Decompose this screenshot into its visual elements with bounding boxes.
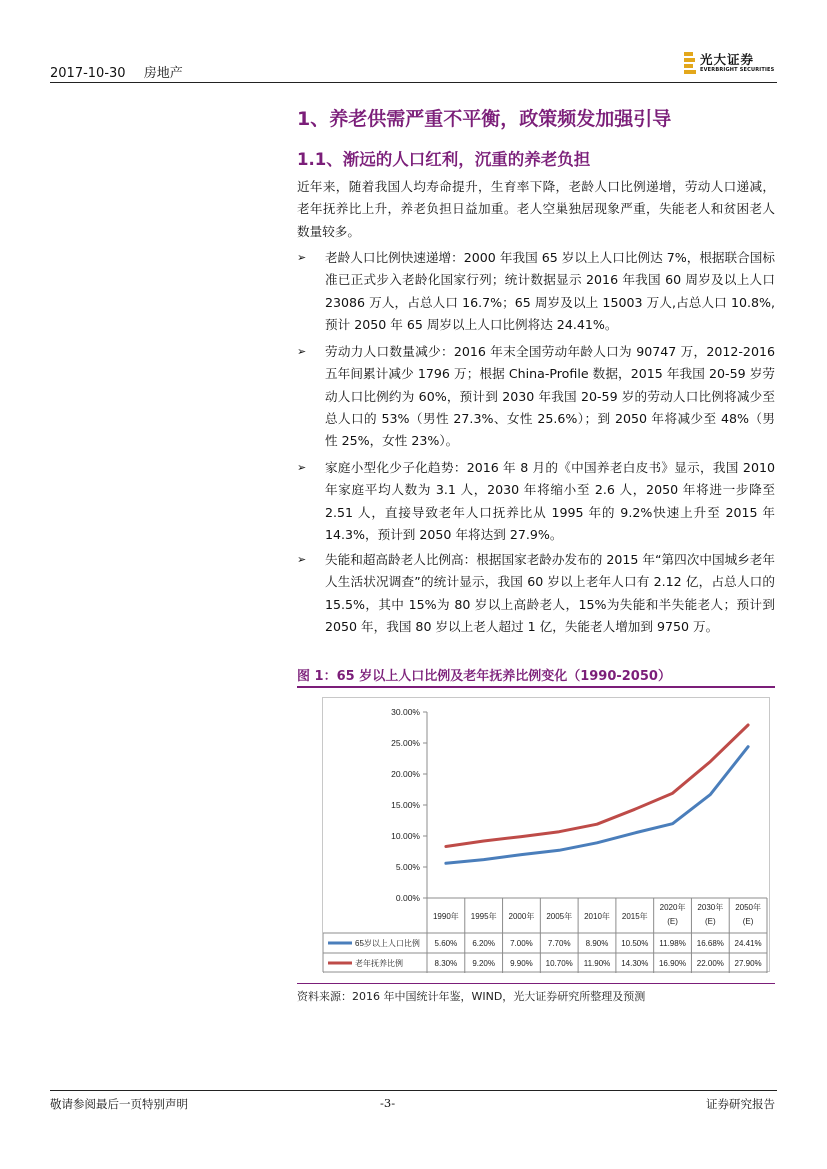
bullet-arrow-icon: ➢ [297, 345, 307, 358]
x-category-label: 2020年 [659, 903, 686, 912]
x-category-label: 2030年 [697, 903, 724, 912]
logo-name: 光大证券 [700, 51, 755, 67]
table-value: 11.90% [583, 959, 611, 968]
y-tick-label: 15.00% [391, 800, 420, 810]
table-value: 9.90% [510, 959, 533, 968]
table-value: 5.60% [434, 939, 458, 948]
x-category-label: (E) [742, 917, 754, 926]
footer-disclaimer: 敬请参阅最后一页特别声明 [50, 1097, 188, 1111]
table-value: 22.00% [696, 959, 724, 968]
header-divider [50, 82, 777, 83]
report-date: 2017-10-30 [50, 66, 126, 81]
x-category-label: 2010年 [584, 912, 610, 921]
chart-container [322, 697, 770, 972]
logo-icon [684, 52, 696, 74]
bullet-arrow-icon: ➢ [297, 251, 307, 264]
legend-label: 老年抚养比例 [355, 959, 403, 968]
table-value: 16.90% [658, 959, 687, 968]
report-sector: 房地产 [143, 66, 183, 81]
section-heading: 1、养老供需严重不平衡，政策频发加强引导 [297, 108, 672, 130]
intro-paragraph: 近年来，随着我国人均寿命提升，生育率下降，老龄人口比例递增，劳动人口递减，老年抚养比上升，养老负担日益加重。老人空巢独居现象严重，失能老人和贫困老人数量较多。 [297, 179, 775, 239]
x-category-label: 1990年 [432, 912, 459, 921]
table-value: 24.41% [734, 939, 762, 948]
logo-english: EVERBRIGHT SECURITIES [700, 66, 775, 73]
y-tick-label: 30.00% [391, 707, 420, 717]
footer-divider [50, 1090, 777, 1091]
figure-title: 图 1：65 岁以上人口比例及老年抚养比例变化（1990-2050） [297, 669, 671, 684]
y-tick-label: 5.00% [395, 862, 420, 872]
series-line-2 [446, 725, 748, 847]
x-category-label: 2015年 [621, 912, 648, 921]
y-tick-label: 0.00% [395, 893, 420, 903]
figure-bottom-rule [297, 983, 775, 984]
x-category-label: 2050年 [735, 903, 762, 912]
series-line-1 [446, 747, 748, 864]
x-category-label: 2000年 [508, 912, 535, 921]
x-category-label: 2005年 [546, 912, 573, 921]
table-value: 9.20% [472, 959, 496, 968]
company-logo [684, 52, 774, 74]
y-tick-label: 10.00% [391, 831, 420, 841]
table-value: 7.00% [510, 939, 533, 948]
table-value: 8.90% [585, 939, 609, 948]
table-value: 11.98% [659, 939, 686, 948]
line-chart [323, 698, 771, 973]
table-value: 8.30% [434, 959, 458, 968]
table-value: 10.70% [545, 959, 573, 968]
bullet-arrow-icon: ➢ [297, 553, 307, 566]
x-category-label: (E) [667, 917, 678, 926]
bullet-text: 劳动力人口数量减少：2016 年末全国劳动年龄人口为 90747 万，2012-2016 五年间累计减少 1796 万；根据 China-Profile 数据，2015 年我国 20-59 岁劳动人口比例约为 60%，预计到 2030 年我国 20-59 岁的劳动人口比例将减少至总人口的 53%（男性 27.3%、女性 25.6%）；到 2050 年将减少至 48%（男性 25%，女性 23%）。 [325, 344, 775, 449]
table-value: 6.20% [472, 939, 496, 948]
figure-top-rule [297, 686, 775, 688]
page-number: -3- [380, 1096, 396, 1110]
table-value: 10.50% [621, 939, 649, 948]
footer-report-type: 证券研究报告 [706, 1097, 775, 1111]
x-category-label: (E) [704, 917, 716, 926]
table-value: 7.70% [547, 939, 571, 948]
y-tick-label: 25.00% [391, 738, 420, 748]
table-value: 14.30% [621, 959, 649, 968]
bullet-text: 失能和超高龄老人比例高：根据国家老龄办发布的 2015 年“第四次中国城乡老年人生活状况调查”的统计显示，我国 60 岁以上老年人口有 2.12 亿，占总人口的 15.5%，其中 15%为 80 岁以上高龄老人，15%为失能和半失能老人；预计到 2050 年，我国 80 岁以上老人超过 1 亿，失能老人增加到 9750 万。 [325, 552, 775, 634]
y-tick-label: 20.00% [391, 769, 420, 779]
table-value: 16.68% [696, 939, 724, 948]
legend-label: 65岁以上人口比例 [355, 939, 420, 948]
page-header [50, 62, 183, 81]
bullet-arrow-icon: ➢ [297, 461, 307, 474]
subsection-heading: 1.1、渐远的人口红利，沉重的养老负担 [297, 150, 591, 169]
table-value: 27.90% [734, 959, 762, 968]
bullet-text: 家庭小型化少子化趋势：2016 年 8 月的《中国养老白皮书》显示，我国 2010 年家庭平均人数为 3.1 人，2030 年将缩小至 2.6 人，2050 年将进一步降至 2.51 人，直接导致老年人口抚养比从 1995 年的 9.2%快速上升至 2015 年 14.3%，预计到 2050 年将达到 27.9%。 [325, 460, 775, 542]
bullet-text: 老龄人口比例快速递增：2000 年我国 65 岁以上人口比例达 7%，根据联合国标准已正式步入老龄化国家行列；统计数据显示 2016 年我国 60 周岁及以上人口 23086 万人，占总人口 16.7%；65 周岁及以上 15003 万人,占总人口 10.8%,预计 2050 年 65 周岁以上人口比例将达 24.41%。 [325, 250, 775, 332]
figure-source: 资料来源：2016 年中国统计年鉴，WIND，光大证券研究所整理及预测 [297, 990, 646, 1003]
x-category-label: 1995年 [470, 912, 497, 921]
